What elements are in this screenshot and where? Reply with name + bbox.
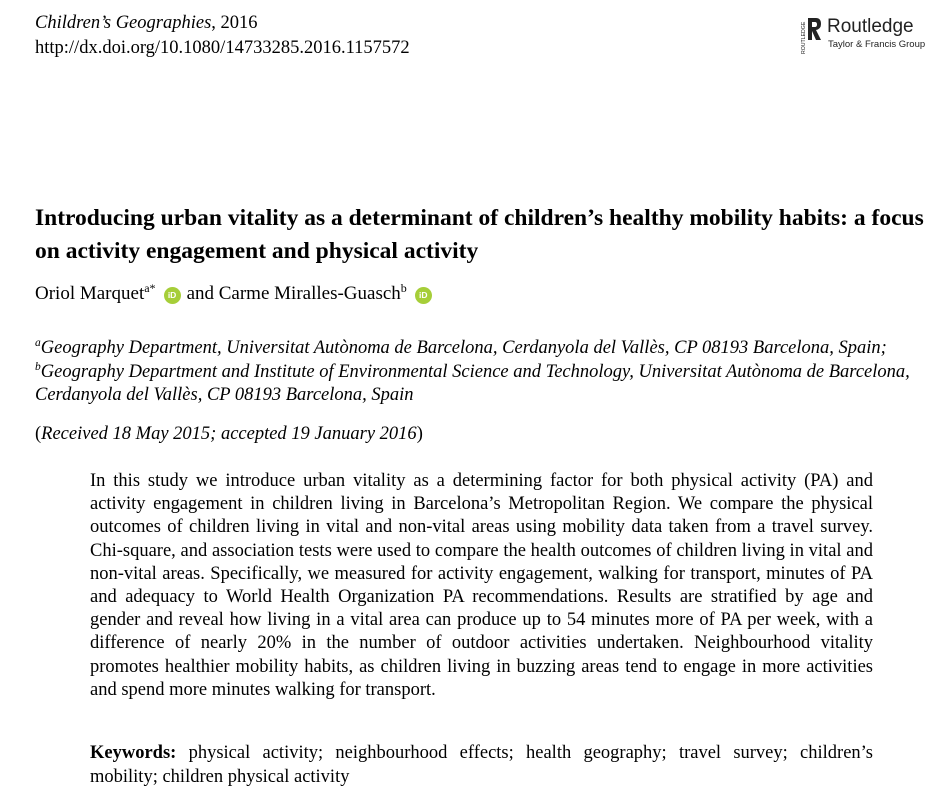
abstract: In this study we introduce urban vitality as a determining factor for both physical activity (PA) and activity engagement in children living in Barcelona’s Metropolitan Region. We compare the physical outcomes of children living in vital and non-vital areas using mobility data taken from a travel survey. Chi-square, and association tests were used to compare the health outcomes of children living in vital and non-vital areas. Specifically, we measured for activity engagement, walking for transport, minutes of PA and adequacy to World Health Organization PA recommendations. Results are stratified by age and gender and reveal how living in a vital area can produce up to 54 minutes more of PA per week, with a difference of nearly 20% in the number of outdoor activities undertaken. Neighbourhood vitality promotes healthier mobility habits, as children living in buzzing areas tend to engage in more activities and spend more minutes walking for transport. (90, 471, 873, 700)
doi-link[interactable]: http://dx.doi.org/10.1080/14733285.2016.1157572 (35, 38, 410, 58)
routledge-logo-icon (799, 14, 821, 54)
author-conjunction: and (186, 283, 214, 304)
journal-year: , 2016 (211, 13, 258, 33)
received-text: Received 18 May 2015; accepted 19 January 2016 (41, 424, 417, 444)
orcid-icon[interactable]: iD (164, 287, 181, 304)
article-title: Introducing urban vitality as a determinant of children’s healthy mobility habits: a focus on activity engagement and physical activity (35, 205, 924, 264)
received-dates (35, 422, 423, 446)
author-superscript: a* (144, 281, 156, 295)
journal-citation (35, 11, 258, 35)
publisher-name: Routledge (827, 16, 914, 37)
author-name: Oriol Marquet (35, 283, 145, 304)
logo-vertical-text: ROUTLEDGE (801, 21, 807, 54)
author-list (35, 282, 438, 306)
affiliation-text: Geography Department and Institute of Environmental Science and Technology, Universitat Autònoma de Barcelona, Cerdanyola del Vallès, CP 08193 Barcelona, Spain (35, 361, 910, 405)
journal-name: Children’s Geographies (35, 13, 212, 33)
publisher-group: Taylor & Francis Group (828, 39, 926, 50)
affiliation-superscript: b (35, 360, 41, 373)
keywords (90, 742, 873, 789)
author-name: Carme Miralles-Guasch (218, 283, 401, 304)
received-close: ) (416, 424, 423, 444)
author-superscript: b (400, 281, 407, 295)
received-open: ( (35, 424, 42, 444)
affiliation-text: Geography Department, Universitat Autònoma de Barcelona, Cerdanyola del Vallès, CP 08193 Barcelona, Spain; (40, 338, 887, 358)
affiliation-superscript: a (35, 337, 41, 349)
affiliations (35, 337, 930, 408)
keywords-label: Keywords: (90, 743, 177, 763)
keywords-list: physical activity; neighbourhood effects; health geography; travel survey; children’s mobility; children physical activity (90, 743, 873, 787)
publisher-logo (799, 14, 934, 54)
orcid-icon[interactable]: iD (415, 287, 432, 304)
